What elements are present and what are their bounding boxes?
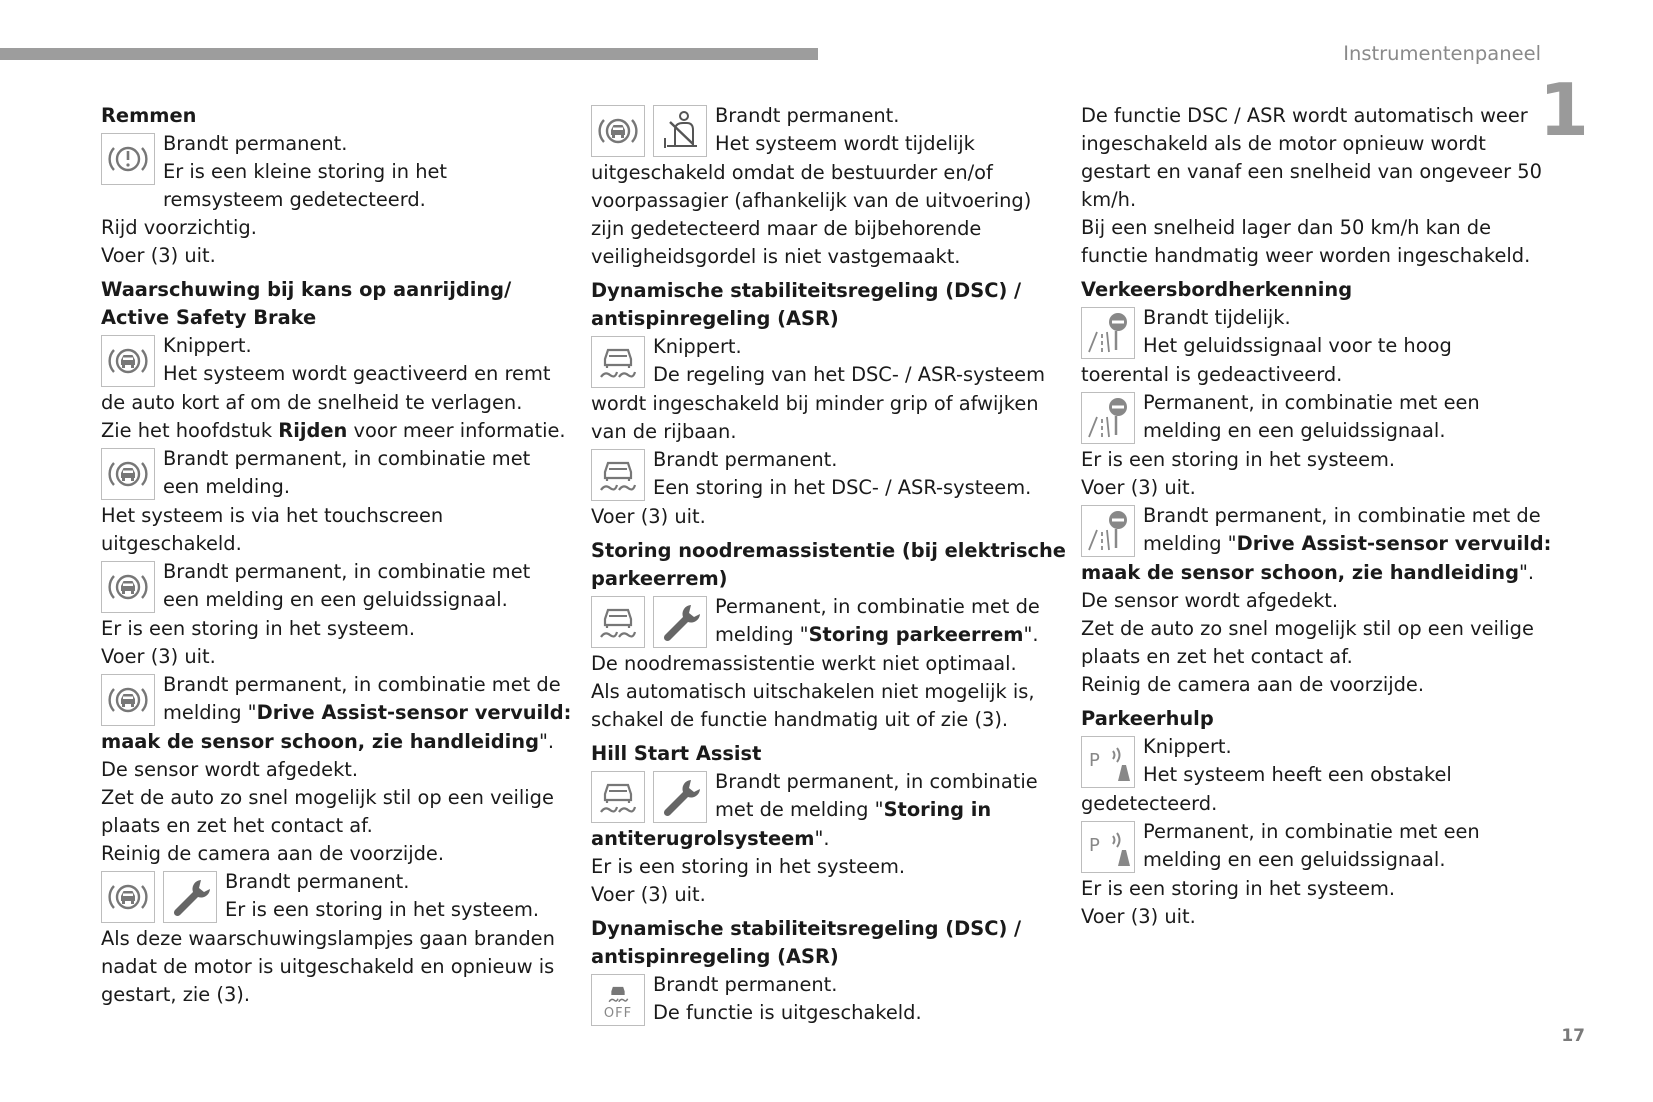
text-line: Het systeem wordt tijdelijk: [715, 132, 975, 155]
text-line: Knippert.: [163, 334, 252, 357]
text-line: Voer (3) uit.: [591, 505, 706, 528]
dsc-icon: [591, 771, 645, 823]
active-safety-brake-icon: [101, 871, 155, 923]
hill-block: [591, 768, 1066, 909]
traffic-sign-icon: [1081, 392, 1135, 444]
text-line: Er is een storing in het systeem.: [225, 898, 540, 921]
asb-block-e: [101, 868, 576, 1009]
dsc-block-a: [591, 333, 1066, 446]
text-line: plaats en zet het contact af.: [101, 814, 373, 837]
text-line: Rijd voorzichtig.: [101, 216, 257, 239]
text-line: de auto kort af om de snelheid te verlagen.: [101, 391, 523, 414]
text-line: Brandt permanent.: [225, 870, 410, 893]
off-label: OFF: [603, 1005, 633, 1021]
traffic-sign-icon: [1081, 307, 1135, 359]
nood-block: [591, 593, 1066, 734]
text-line: veiligheidsgordel is niet vastgemaakt.: [591, 245, 961, 268]
text-line: De functie is uitgeschakeld.: [653, 1001, 922, 1024]
text-line: Er is een storing in het systeem.: [591, 855, 906, 878]
active-safety-brake-icon: [101, 674, 155, 726]
text-line: De noodremassistentie werkt niet optimaal.: [591, 652, 1017, 675]
text-line: De sensor wordt afgedekt.: [101, 758, 359, 781]
park-block-a: [1081, 733, 1556, 818]
text-line: melding en een geluidssignaal.: [1143, 419, 1446, 442]
text-line: Zie het hoofdstuk Rijden voor meer informatie.: [101, 419, 566, 442]
active-safety-brake-icon: [591, 105, 645, 157]
text-line: van de rijbaan.: [591, 420, 737, 443]
header-rule: [0, 48, 818, 60]
dsc-off-icon: [591, 974, 645, 1026]
text-line: maak de sensor schoon, zie handleiding".: [101, 730, 555, 753]
dsc-icon: [591, 449, 645, 501]
page-number: 17: [1561, 1026, 1585, 1046]
text-line: De functie DSC / ASR wordt automatisch weer: [1081, 104, 1528, 127]
text-line: Brandt permanent.: [715, 104, 900, 127]
vbh-block-c: [1081, 502, 1556, 699]
text-line: Voer (3) uit.: [101, 645, 216, 668]
dsc-icon: [591, 336, 645, 388]
text-line: Voer (3) uit.: [1081, 476, 1196, 499]
text-line: Brandt permanent.: [653, 448, 838, 471]
active-safety-brake-icon: [101, 335, 155, 387]
active-safety-brake-icon: [101, 448, 155, 500]
text-line: Knippert.: [653, 335, 742, 358]
text-line: Als deze waarschuwingslampjes gaan branden: [101, 927, 555, 950]
text-line: Het systeem heeft een obstakel: [1143, 763, 1452, 786]
text-line: km/h.: [1081, 188, 1137, 211]
text-line: melding en een geluidssignaal.: [1143, 848, 1446, 871]
section-title: Instrumentenpaneel: [1343, 42, 1541, 65]
heading-dsc-1: Dynamische stabiliteitsregeling (DSC) /: [591, 279, 1022, 302]
heading-nood-2: parkeerrem): [591, 567, 728, 590]
remmen-block: [101, 130, 576, 270]
wrench-icon: [653, 771, 707, 823]
text-line: Brandt permanent, in combinatie met: [163, 560, 531, 583]
text-line: Brandt permanent.: [163, 132, 348, 155]
text-line: ingeschakeld als de motor opnieuw wordt: [1081, 132, 1486, 155]
text-line: Het systeem is via het touchscreen: [101, 504, 444, 527]
text-line: Brandt tijdelijk.: [1143, 306, 1291, 329]
parking-p-label: P: [1089, 750, 1100, 771]
parking-assist-icon: [1081, 821, 1135, 873]
text-line: maak de sensor schoon, zie handleiding".: [1081, 561, 1535, 584]
text-line: Bij een snelheid lager dan 50 km/h kan de: [1081, 216, 1492, 239]
text-line: remsysteem gedetecteerd.: [163, 188, 426, 211]
text-line: Er is een kleine storing in het: [163, 160, 448, 183]
parking-p-label: P: [1089, 835, 1100, 856]
active-safety-brake-icon: [101, 561, 155, 613]
heading-asb-2: Active Safety Brake: [101, 306, 317, 329]
asb-block-d: [101, 671, 576, 868]
text-line: gestart, zie (3).: [101, 983, 251, 1006]
text-line: plaats en zet het contact af.: [1081, 645, 1353, 668]
text-line: antiterugrolsysteem".: [591, 827, 830, 850]
text-line: Brandt permanent, in combinatie met de: [1143, 504, 1541, 527]
text-line: Brandt permanent, in combinatie: [715, 770, 1038, 793]
text-line: Er is een storing in het systeem.: [1081, 448, 1396, 471]
dsc-block-b: [591, 446, 1066, 531]
text-line: een melding en een geluidssignaal.: [163, 588, 508, 611]
belt-block: [591, 102, 1066, 271]
vbh-block-a: [1081, 304, 1556, 389]
text-line: Het geluidssignaal voor te hoog: [1143, 334, 1452, 357]
text-line: wordt ingeschakeld bij minder grip of afwijken: [591, 392, 1039, 415]
text-line: Brandt permanent.: [653, 973, 838, 996]
heading-dsc2-2: antispinregeling (ASR): [591, 945, 839, 968]
vbh-block-b: [1081, 389, 1556, 502]
wrench-icon: [163, 871, 217, 923]
seatbelt-icon: [653, 105, 707, 157]
text-line: melding "Drive Assist-sensor vervuild:: [163, 701, 572, 724]
brake-warning-icon: [101, 133, 155, 185]
asb-block-c: [101, 558, 576, 671]
text-line: zijn gedetecteerd maar de bijbehorende: [591, 217, 982, 240]
text-line: De regeling van het DSC- / ASR-systeem: [653, 363, 1045, 386]
text-line: Zet de auto zo snel mogelijk stil op een veilige: [101, 786, 554, 809]
text-line: Een storing in het DSC- / ASR-systeem.: [653, 476, 1032, 499]
heading-remmen: Remmen: [101, 104, 197, 127]
text-line: schakel de functie handmatig uit of zie (3).: [591, 708, 1009, 731]
text-line: uitgeschakeld omdat de bestuurder en/of: [591, 161, 993, 184]
heading-dsc2-1: Dynamische stabiliteitsregeling (DSC) /: [591, 917, 1022, 940]
text-line: Er is een storing in het systeem.: [1081, 877, 1396, 900]
parking-assist-icon: [1081, 736, 1135, 788]
text-line: Zet de auto zo snel mogelijk stil op een veilige: [1081, 617, 1534, 640]
text-line: Reinig de camera aan de voorzijde.: [1081, 673, 1424, 696]
text-line: De sensor wordt afgedekt.: [1081, 589, 1339, 612]
text-line: Permanent, in combinatie met een: [1143, 820, 1480, 843]
text-line: met de melding "Storing in: [715, 798, 992, 821]
heading-dsc-2: antispinregeling (ASR): [591, 307, 839, 330]
text-line: Knippert.: [1143, 735, 1232, 758]
text-line: gestart en vanaf een snelheid van ongeveer 50: [1081, 160, 1542, 183]
text-line: melding "Storing parkeerrem".: [715, 623, 1039, 646]
text-line: een melding.: [163, 475, 290, 498]
text-line: nadat de motor is uitgeschakeld en opnieuw is: [101, 955, 555, 978]
asb-block-b: [101, 445, 576, 558]
text-line: Het systeem wordt geactiveerd en remt: [163, 362, 551, 385]
text-line: Brandt permanent, in combinatie met: [163, 447, 531, 470]
text-line: Permanent, in combinatie met de: [715, 595, 1040, 618]
heading-vbh: Verkeersbordherkenning: [1081, 278, 1353, 301]
heading-park: Parkeerhulp: [1081, 707, 1214, 730]
text-line: gedetecteerd.: [1081, 792, 1218, 815]
text-line: melding "Drive Assist-sensor vervuild:: [1143, 532, 1552, 555]
text-line: Als automatisch uitschakelen niet mogelijk is,: [591, 680, 1035, 703]
traffic-sign-icon: [1081, 505, 1135, 557]
text-line: Voer (3) uit.: [1081, 905, 1196, 928]
text-line: Voer (3) uit.: [101, 244, 216, 267]
text-line: Er is een storing in het systeem.: [101, 617, 416, 640]
text-line: voorpassagier (afhankelijk van de uitvoering): [591, 189, 1032, 212]
text-line: toerental is gedeactiveerd.: [1081, 363, 1343, 386]
heading-asb-1: Waarschuwing bij kans op aanrijding/: [101, 278, 512, 301]
wrench-icon: [653, 596, 707, 648]
column-3: [1081, 102, 1556, 931]
dsc-icon: [591, 596, 645, 648]
column-1: [101, 102, 576, 1009]
text-line: Reinig de camera aan de voorzijde.: [101, 842, 444, 865]
column-2: [591, 102, 1066, 1028]
dsc-off-block: [591, 971, 1066, 1028]
heading-nood-1: Storing noodremassistentie (bij elektrische: [591, 539, 1066, 562]
text-line: Voer (3) uit.: [591, 883, 706, 906]
text-line: Brandt permanent, in combinatie met de: [163, 673, 561, 696]
chapter-number: 1: [1538, 68, 1589, 152]
text-line: functie handmatig weer worden ingeschakeld.: [1081, 244, 1531, 267]
text-line: Permanent, in combinatie met een: [1143, 391, 1480, 414]
heading-hill: Hill Start Assist: [591, 742, 762, 765]
dsc-continuation: [1081, 102, 1556, 270]
asb-block-a: [101, 332, 576, 445]
text-line: uitgeschakeld.: [101, 532, 242, 555]
park-block-b: [1081, 818, 1556, 931]
